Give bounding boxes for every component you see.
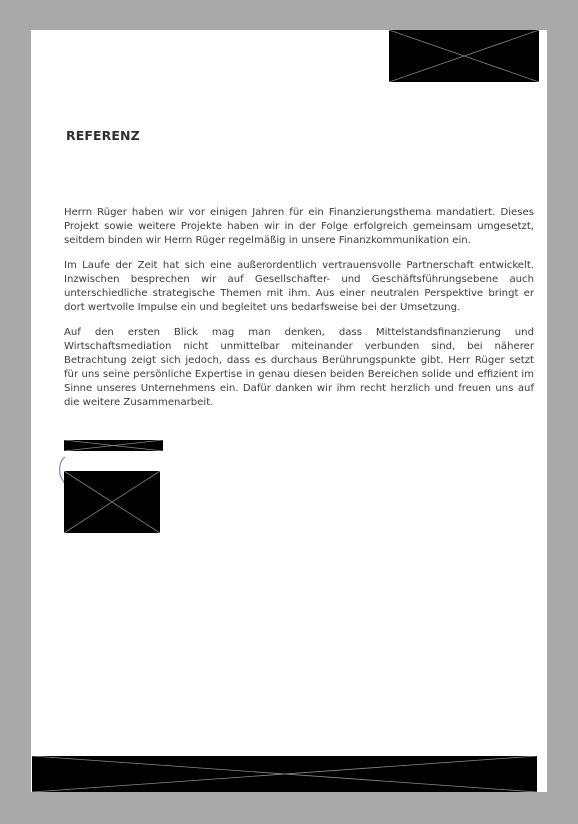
- paragraph: Auf den ersten Blick mag man denken, dass Mittelstandsfinanzierung und Wirtschaftsmediation nicht unmittelbar miteinander verbunden sind, bei näherer Betrachtung zeigt sich jedoch, dass es durchaus Berührungspunkte gibt. Herr Rüger setzt für uns seine persönliche Expertise in genau diesen beiden Bereichen solide und effizient im Sinne unseres Unternehmens ein. Dafür danken wir ihm recht herzlich und freuen uns auf die weitere Zusammenarbeit.: [64, 327, 534, 408]
- document-body: [64, 206, 534, 421]
- redacted-signature: [64, 471, 160, 533]
- redaction-cross-icon: [64, 440, 163, 451]
- redaction-cross-icon: [64, 471, 160, 533]
- redaction-cross-icon: [32, 756, 537, 792]
- document-title: REFERENZ: [66, 128, 140, 143]
- redacted-logo: [389, 30, 539, 82]
- paragraph: Herrn Rüger haben wir vor einigen Jahren für ein Finanzierungsthema mandatiert. Dieses Projekt sowie weitere Projekte haben wir in der Folge erfolgreich gemeinsam umgesetzt, seitdem binden wir Herrn Rüger regelmäßig in unsere Finanzkommunikation ein.: [64, 207, 534, 246]
- document-page: [31, 30, 547, 792]
- redacted-signatory-name: [64, 440, 163, 451]
- paragraph: Im Laufe der Zeit hat sich eine außerordentlich vertrauensvolle Partnerschaft entwickelt. Inzwischen besprechen wir auf Gesellschafter- und Geschäftsführungsebene auch unterschiedliche strategische Themen mit ihm. Aus einer neutralen Perspektive bringt er dort wertvolle Impulse ein und begleitet uns bedarfsweise bei der Umsetzung.: [64, 260, 534, 313]
- redaction-cross-icon: [389, 30, 539, 82]
- redacted-footer: [32, 756, 537, 792]
